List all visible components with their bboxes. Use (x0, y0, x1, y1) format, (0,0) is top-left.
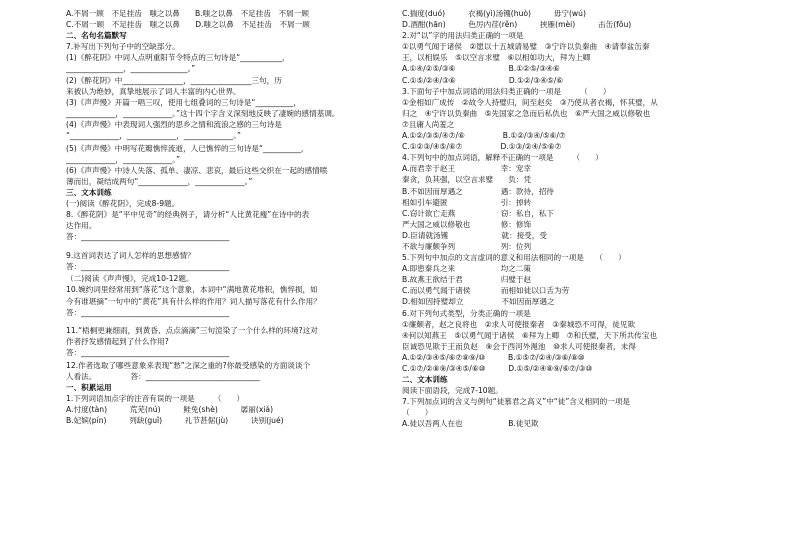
right-line-5: A.①④/②⑤/③⑥ B.①②⑤/③④⑥ (402, 64, 560, 74)
left-line-25: 10.婉约词里经常用到“落花”这个意象，本词中“满地黄花堆积，憔悴损，如 (66, 285, 318, 295)
left-line-4: (1)《醉花阴》中词人点明重阳节令特点的三句诗是“___________， (66, 53, 290, 63)
right-line-10: ⑦且庸人尚羞之 (402, 119, 455, 129)
left-line-36: A.忖度(tàn) 荒芜(nú) 鲑免(shè) 孱丽(xiá) (66, 405, 274, 415)
left-line-10: (4)《声声慢》中表现词人强烈的思乡之情和流浪之感的三句诗是 (66, 119, 282, 129)
right-line-11: A.①②/③⑤/④⑦/⑥ B.①②/③④/⑤⑥/⑦ (402, 131, 566, 141)
left-line-9: _____________，_____________。”这十四个字含义深刻地反映了凄婉的感情基调。 (66, 108, 340, 118)
right-line-31: A.①②/③④⑤/⑥⑦⑧⑨/⑩ B.①⑤⑦/②④/③⑥/⑧⑩ (402, 352, 585, 362)
left-line-3: 7.补写出下列句子中的空缺部分。 (66, 42, 180, 52)
right-line-16: B.不如因而厚遇之 遇：款待，招待 (402, 186, 554, 196)
right-line-18: C.窃计欲亡走燕 窃：私自，私下 (402, 208, 554, 218)
right-line-14: A.而君幸于赵王 幸：宠幸 (402, 164, 531, 174)
left-line-33: 人看法。 答：______________________________ (66, 371, 260, 381)
left-line-24: （二)阅读《声声慢》，完成10-12题。 (66, 274, 194, 284)
right-line-4: 王，以相娱乐 ⑤以空言求璧 ⑥以相如功大，拜为上卿 (402, 53, 591, 63)
left-line-35: 1.下列词语加点字的注音有误的一项是 （ ） (66, 394, 245, 404)
left-line-34: 一、积累运用 (66, 383, 112, 393)
right-line-35: 7.下列加点词的含义与例句“徒慕君之高义”中“徒”含义相同的一项是 (402, 397, 631, 407)
right-line-37: A.徒以吾两人在也 B.徒见欺 (402, 419, 539, 429)
left-line-22: 9.这首词表达了词人怎样的思想感情？ (66, 250, 195, 260)
left-line-12: (5)《声声慢》中明写花瓣憔悴流逝，人已憔悴的三句诗是“__________， (66, 143, 309, 153)
left-line-11: “_____________，_____________，_____________。” (66, 131, 241, 141)
left-column (66, 8, 396, 426)
right-line-25: C.而以勇气闻于诸侯 而相如徒以口舌为劳 (402, 286, 570, 296)
right-line-17: 相如引车避匿 引：掉转 (402, 197, 532, 207)
right-line-6: C.①⑤/②④/③⑥ D.①②/③④⑤/⑥ (402, 75, 564, 85)
left-line-31: 答：_______________________________________ (66, 348, 230, 358)
left-line-37: B.妃嫔(pín) 列缺(guǐ) 礼节甚倨(jù) 诀别(jué) (66, 416, 284, 426)
right-line-0: C.揣度(duó) 衣褐(yì)汤镬(huò) 毋宁(wú) (402, 9, 586, 18)
right-line-36: （ ） (402, 408, 433, 418)
right-line-22: 5.下列句中加点的文言虚词的意义和用法相同的一项是 （ ） (402, 253, 626, 263)
right-line-28: ①廉颇者，赵之良将也 ②求人可使报秦者 ③秦城恐不可得，徒见欺 (402, 319, 636, 329)
left-line-7: 来被认为绝妙，真挚地展示了词人丰富的内心世界。 (66, 86, 241, 96)
right-column (402, 8, 732, 430)
right-line-7: 3.下面句子中加点词语的用法归类正确的一项是 （ ） (402, 86, 611, 96)
right-line-2: 2.对“以”字的用法归类正确的一项是 (402, 31, 524, 41)
right-line-1: D.酒酣(hān) 色厉内荏(rěn) 挟雁(mèi) 击缶(fǒu) (402, 20, 632, 30)
left-line-18: 8.《醉花阴》是“平中见奇”的经典例子，请分析“人比黄花瘦”在诗中的表 (66, 210, 310, 220)
left-line-1: C.不屑一顾 不足挂齿 嗤之以鼻 D.嗤之以鼻 不足挂齿 不屑一顾 (66, 20, 310, 30)
right-line-13: 4.下列句中的加点词语，解释不正确的一项是 （ ） (402, 153, 603, 163)
left-line-23: 答：_______________________________________ (66, 261, 230, 271)
right-line-33: 二、文本训练 (402, 375, 448, 385)
right-line-27: 6.对下列句式类型，分类正确的一项是 (402, 308, 531, 318)
right-line-23: A.即患秦兵之来 均之二策 (402, 264, 531, 274)
left-line-0: A.不屑一顾 不足挂齿 嗤之以鼻 B.嗤之以鼻 不足挂齿 不屑一顾 (66, 9, 309, 18)
right-line-3: ①以勇气闻于诸侯 ②愿以十五城请易璧 ③宁许以负秦曲 ④请奉盆缶秦 (402, 42, 650, 52)
left-line-16: 三、文本训练 (66, 187, 112, 197)
left-line-19: 达作用。 (66, 221, 97, 231)
left-line-15: 薄而出，凝结成两句“_____________，_____________。” (66, 176, 253, 186)
left-line-30: 作者抒发感情起到了什么作用? (66, 337, 169, 347)
right-line-26: D.相如因持璧却立 不如因而厚遇之 (402, 297, 555, 307)
right-line-8: ①金相如广成传 ②故令人持璧归，间至赵矣 ③乃使从者衣褐，怀其璧，从 (402, 97, 658, 107)
left-line-13: _____________，_____________。” (66, 154, 181, 164)
right-line-34: 阅读下面语段，完成7-10题。 (402, 386, 503, 396)
left-line-14: (6)《声声慢》中诗人失落、孤单、凄凉、悲哀，最后这些交织在一起的感情喷 (66, 165, 328, 175)
left-line-5: _______________，_______________。” (66, 64, 196, 74)
right-line-9: 归之 ④宁许以负秦曲 ⑤先国家之急而后私仇也 ⑥严大国之威以修敬也 (402, 108, 651, 118)
left-line-27: 答：_______________________________________ (66, 307, 230, 317)
right-line-20: D.臣请就汤镬 就：接受，受 (402, 230, 547, 240)
right-line-19: 严大国之威以修敬也 修：修饰 (402, 219, 532, 229)
right-line-15: 秦贪，负其强，以空言求璧 负：凭 (402, 175, 532, 185)
left-line-8: (3)《声声慢》开篇一唱三叹，使用七组叠词的三句诗是“__________， (66, 97, 301, 107)
right-line-32: C.①⑦/②⑧⑨/③④⑤/⑥⑩ D.①⑤/②④⑧⑨/⑥⑦/③⑩ (402, 364, 593, 373)
right-line-30: 臣诚恐见欺于王而负赵 ⑨会于西河外渑池 ⑩求人可使报秦者，未得 (402, 341, 636, 351)
right-line-21: 不欲与廉颇争列 列：位列 (402, 241, 532, 251)
left-line-29: 11.“梧桐更兼细雨，到黄昏、点点滴滴”三句渲染了一个什么样的环境?这对 (66, 326, 318, 336)
right-line-24: B.故燕王欲结于君 归璧于赵 (402, 275, 532, 285)
left-line-6: (2)《醉花阴》中________________，________________三句，历 (66, 75, 282, 85)
right-line-29: ④何以知燕王 ⑤以勇气闻于诸侯 ⑥拜为上卿 ⑦和氏璧，天下所共传宝也 (402, 330, 658, 340)
right-line-12: C.①②③/④⑤/⑥⑦ D.①③/②④/⑤⑥⑦ (402, 142, 562, 152)
left-line-2: 二、名句名篇默写 (66, 31, 127, 41)
left-line-20: 答：_______________________________________ (66, 232, 230, 242)
left-line-17: (一)阅读《醉花阴》，完成8-9题。 (66, 199, 180, 208)
left-line-32: 12.作者选取了哪些意象来表现“愁”之深之重的?你最受感染的方面谈谈个 (66, 360, 311, 370)
left-line-26: 今有谁堪摘”一句中的“黄花”具有什么样的作用？词人描写落花有什么作用？ (66, 296, 321, 306)
